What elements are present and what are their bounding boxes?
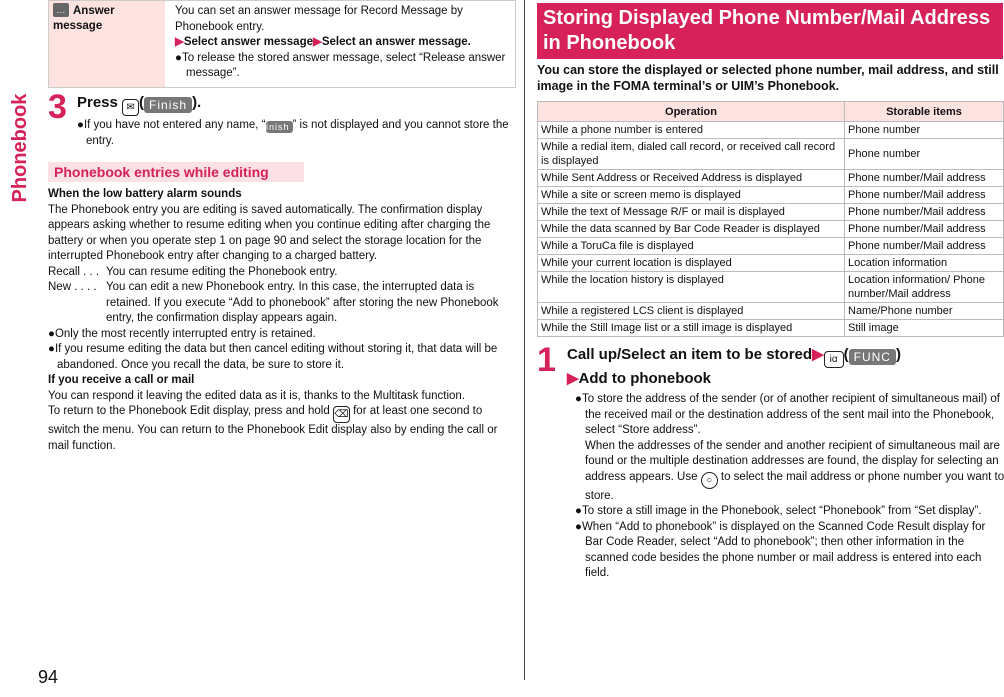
arrow-icon: ▶: [812, 346, 824, 363]
arrow-icon: ▶: [175, 36, 184, 48]
table-row: [538, 303, 1004, 320]
new-definition: New . . . . You can edit a new Phonebook entry. In this case, the interrupted data is retained. If you execute “Add to phonebook” after storing the new Phonebook entry, the confirmation display appears again.: [48, 281, 499, 324]
step-3-title: Press ✉ ( Finish ).: [77, 93, 201, 116]
table-row: [538, 320, 1004, 337]
table-row: [538, 187, 1004, 204]
table-cell: While the data scanned by Bar Code Reader is displayed: [538, 221, 845, 238]
table-cell: While a registered LCS client is displayed: [538, 303, 845, 320]
call-text-1: You can respond it leaving the edited data as it is, thanks to the Multitask function.: [48, 389, 466, 402]
storing-heading: Storing Displayed Phone Number/Mail Address in Phonebook: [537, 3, 1003, 59]
answer-message-bullet: ●To release the stored answer message, select “Release answer message”.: [175, 51, 506, 79]
low-battery-text: The Phonebook entry you are editing is saved automatically. The confirmation display appears asking whether to resume editing when you continue editing after charging the battery or when you operate step 1 on page 90 and select the storage location for the interrupted Phonebook entry after changing to a charged battery.: [48, 203, 491, 262]
table-cell: While the Still Image list or a still image is displayed: [538, 320, 845, 337]
table-cell: Phone number: [845, 139, 1004, 170]
answer-message-table: [48, 0, 516, 88]
table-cell: Name/Phone number: [845, 303, 1004, 320]
answer-message-body: [175, 4, 515, 82]
i-appli-key-icon: iα: [824, 351, 844, 368]
table-row: [538, 221, 1004, 238]
table-row: [538, 139, 1004, 170]
answer-message-header: [49, 1, 165, 87]
low-battery-title: When the low battery alarm sounds: [48, 188, 242, 200]
storable-items-table: [537, 101, 1004, 337]
editing-heading: Phonebook entries while editing: [48, 162, 304, 182]
side-tab-label: Phonebook: [9, 93, 31, 203]
table-cell: Phone number/Mail address: [845, 170, 1004, 187]
step-3-bullet: ●If you have not entered any name, “Finish ” is not displayed and you cannot store the entry.: [77, 119, 509, 147]
editing-bullet-2: ●If you resume editing the data but then cancel editing without storing it, that data will be abandoned. Once you recall the data, be sure to store it.: [48, 343, 498, 371]
table-cell: Still image: [845, 320, 1004, 337]
column-header-storable: Storable items: [845, 102, 1004, 122]
table-cell: Phone number/Mail address: [845, 221, 1004, 238]
mail-key-icon: ✉: [122, 99, 139, 116]
table-cell: While a site or screen memo is displayed: [538, 187, 845, 204]
column-header-operation: Operation: [538, 102, 845, 122]
step-1-title: Call up/Select an item to be stored▶ iα ( FUNC ) ▶Add to phonebook: [567, 346, 901, 387]
step-1-number: 1: [537, 341, 556, 379]
table-header-row: [538, 102, 1004, 122]
step-3-number: 3: [48, 88, 67, 126]
table-cell: While a redial item, dialed call record, or received call record is displayed: [538, 139, 845, 170]
table-row: [538, 238, 1004, 255]
table-row: [538, 204, 1004, 221]
table-cell: Phone number/Mail address: [845, 238, 1004, 255]
step-1-bullet-1: ●To store the address of the sender (or of another recipient of simultaneous mail) of the received mail or the destination address of the sent mail into the Phonebook, select “Store address”.: [575, 393, 1001, 436]
answer-message-path: ▶Select answer message▶Select an answer message.: [175, 36, 471, 48]
editing-section: [48, 187, 514, 454]
table-cell: Location information/ Phone number/Mail address: [845, 272, 1004, 303]
step-1-bullet-2: ●To store a still image in the Phonebook, select “Phonebook” from “Set display”.: [575, 505, 982, 517]
table-cell: While a phone number is entered: [538, 122, 845, 139]
table-cell: While the location history is displayed: [538, 272, 845, 303]
page-number: 94: [38, 667, 59, 687]
recall-definition: Recall . . . You can resume editing the Phonebook entry.: [48, 265, 338, 278]
table-cell: Phone number: [845, 122, 1004, 139]
answer-message-label: Answer message: [53, 5, 115, 32]
arrow-icon: ▶: [313, 36, 322, 48]
call-title: If you receive a call or mail: [48, 374, 195, 386]
table-cell: While Sent Address or Received Address is displayed: [538, 170, 845, 187]
answer-message-desc: You can set an answer message for Record Message by Phonebook entry.: [175, 5, 463, 33]
table-cell: While a ToruCa file is displayed: [538, 238, 845, 255]
table-cell: Phone number/Mail address: [845, 204, 1004, 221]
finish-softkey: Finish: [144, 97, 192, 113]
section-side-tab: [0, 0, 38, 697]
table-row: [538, 272, 1004, 303]
arrow-icon: ▶: [567, 370, 579, 387]
table-cell: Phone number/Mail address: [845, 187, 1004, 204]
storing-intro: You can store the displayed or selected phone number, mail address, and still image in the FOMA terminal’s or UIM’s Phonebook.: [537, 63, 999, 93]
table-row: [538, 170, 1004, 187]
finish-softkey-small: Finish: [266, 121, 293, 133]
editing-bullet-1: ●Only the most recently interrupted entry is retained.: [48, 327, 316, 340]
table-cell: While your current location is displayed: [538, 255, 845, 272]
table-row: [538, 122, 1004, 139]
table-cell: Location information: [845, 255, 1004, 272]
table-cell: While the text of Message R/F or mail is displayed: [538, 204, 845, 221]
step-1-bullet-3: ●When “Add to phonebook” is displayed on the Scanned Code Result display for Bar Code Reader, select “Add to phonebook”; then other information in the scanned code besides the phone number or mail address is entered into each field.: [575, 520, 986, 579]
step-1-body: [575, 392, 1004, 582]
step-1-bullet-1-cont: When the addresses of the sender and another recipient of simultaneous mail are found or the multiple destination addresses are found, the display for selecting an address appears. Use ○ to select the mail address or phone number you want to store.: [585, 439, 1004, 502]
clear-key-icon: ⌫: [333, 406, 350, 423]
func-softkey: FUNC: [849, 349, 896, 365]
menu-icon: …: [53, 3, 69, 17]
call-text-2: To return to the Phonebook Edit display, press and hold ⌫ for at least one second to switch the menu. You can return to the Phonebook Edit display also by ending the call or mail function.: [48, 405, 498, 452]
table-row: [538, 255, 1004, 272]
multi-key-icon: ○: [701, 472, 718, 489]
column-divider: [524, 0, 525, 680]
